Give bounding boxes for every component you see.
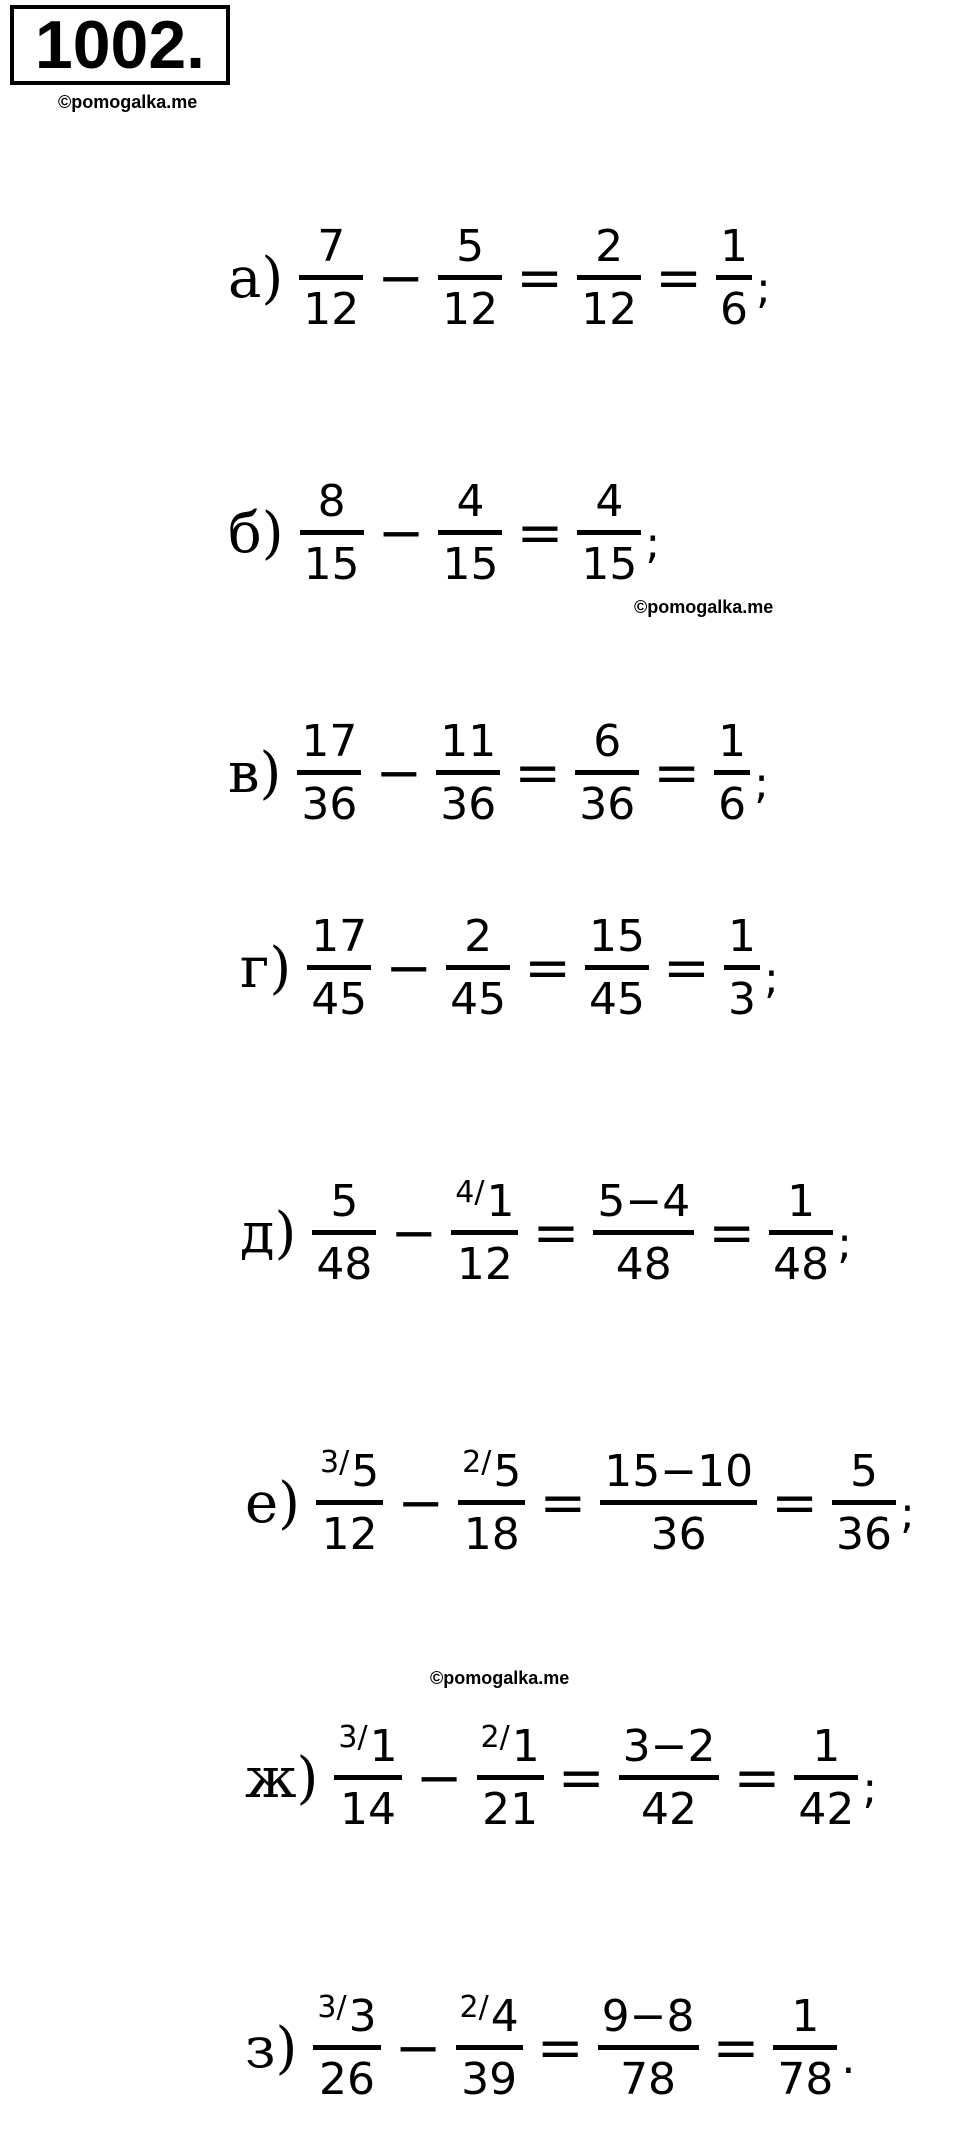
fraction [773,1991,837,2105]
fraction-numerator [619,1721,720,1775]
equation-label: е) [245,1470,300,1536]
numerator-value: 17 [301,716,358,767]
fraction [619,1721,720,1835]
fraction-numerator [451,1175,518,1230]
equals-sign: = [655,245,702,311]
fraction-denominator: 26 [318,2054,375,2105]
numerator-value: 1 [787,1176,816,1227]
numerator-value: 17 [311,911,368,962]
fraction-denominator: 21 [482,1784,539,1835]
fraction [477,1720,544,1835]
fraction [316,1445,383,1560]
fraction [598,1991,699,2105]
equation-row [245,1720,878,1835]
numerator-value: 8 [317,476,346,527]
fraction-denominator: 15 [581,539,638,590]
fraction [451,1175,518,1290]
numerator-value: 5 [493,1446,522,1497]
fraction [307,911,371,1025]
equation-row [240,1175,852,1290]
watermark: ©pomogalka.me [430,1668,570,1688]
fraction-numerator [598,1991,699,2045]
numerator-value: 5 [351,1446,380,1497]
fraction-numerator [314,476,350,530]
fraction [446,911,510,1025]
fraction [312,1176,376,1290]
equation-label: г) [240,935,292,1001]
fraction-numerator [783,1176,819,1230]
minus-sign: − [385,935,433,1001]
fraction-numerator [316,1445,383,1500]
numerator-value: 1 [369,1721,398,1772]
watermark: ©pomogalka.me [634,597,774,617]
fraction-numerator [716,221,752,275]
equation-label: з) [245,2015,298,2081]
fraction-denominator: 12 [442,284,499,335]
end-punctuation: ; [837,1218,852,1269]
fraction-denominator: 48 [316,1239,373,1290]
fraction-denominator: 36 [301,779,358,830]
fraction [769,1176,833,1290]
fraction-numerator [477,1720,544,1775]
numerator-value: 1 [486,1176,515,1227]
equation-label: ж) [245,1745,319,1811]
fraction-numerator [724,911,760,965]
fraction [334,1720,401,1835]
numerator-value: 2 [464,911,493,962]
fraction-numerator [591,476,627,530]
fraction-denominator: 36 [836,1509,893,1560]
fraction [832,1446,896,1560]
fraction [436,716,500,830]
extra-factor: 3/ [338,1720,368,1755]
extra-factor: 3/ [320,1445,350,1480]
fraction-denominator: 78 [620,2054,677,2105]
fraction-denominator: 45 [450,974,507,1025]
equals-sign: = [516,500,564,566]
fraction-denominator: 15 [303,539,360,590]
fraction-numerator [307,911,371,965]
equation-row [240,911,779,1025]
minus-sign: − [377,245,425,311]
fraction-denominator: 45 [311,974,368,1025]
fraction-numerator [452,221,488,275]
extra-factor: 3/ [317,1990,347,2025]
numerator-value: 9−8 [601,1991,695,2042]
fraction-numerator [714,716,750,770]
fraction-numerator [846,1446,882,1500]
fraction-numerator [591,221,627,275]
fraction-numerator [326,1176,362,1230]
fraction [577,221,641,335]
fraction-numerator [436,716,500,770]
fraction [724,911,760,1025]
fraction-numerator [313,1990,380,2045]
minus-sign: − [415,1745,463,1811]
equation-row [245,1445,915,1560]
numerator-value: 4 [490,1991,519,2042]
end-punctuation: ; [645,518,661,569]
fraction [438,476,502,590]
fraction-numerator [458,1445,525,1500]
fraction-numerator [808,1721,844,1775]
fraction [585,911,649,1025]
numerator-value: 1 [791,1991,820,2042]
minus-sign: − [377,500,425,566]
extra-factor: 2/ [459,1990,489,2025]
equation-label: а) [228,245,284,311]
equals-sign: = [733,1745,781,1811]
numerator-value: 6 [593,716,622,767]
fraction-denominator: 78 [777,2054,834,2105]
end-punctuation: ; [900,1488,915,1539]
numerator-value: 1 [727,911,756,962]
equation-label: в) [228,740,282,806]
extra-factor: 2/ [462,1445,492,1480]
fraction-numerator [585,911,649,965]
fraction-denominator: 14 [339,1784,396,1835]
end-punctuation: ; [756,263,771,314]
equation-label: б) [228,500,284,566]
fraction-numerator [787,1991,823,2045]
fraction [714,716,750,830]
end-punctuation: ; [862,1763,878,1814]
numerator-value: 1 [720,221,748,272]
equation-row [228,716,769,830]
fraction-numerator [593,1176,694,1230]
end-punctuation: ; [763,953,779,1004]
equals-sign: = [539,1470,587,1536]
numerator-value: 15−10 [604,1446,754,1497]
fraction [577,476,641,590]
numerator-value: 1 [812,1721,841,1772]
equation-row [228,476,661,590]
numerator-value: 5 [456,221,485,272]
fraction-denominator: 36 [579,779,636,830]
fraction [600,1446,757,1560]
fraction-denominator: 12 [303,284,360,335]
fraction [593,1176,694,1290]
equals-sign: = [663,935,710,1001]
fraction-denominator: 3 [727,974,756,1025]
problem-number [10,5,230,85]
fraction [456,1990,523,2105]
fraction-denominator: 18 [463,1509,520,1560]
equation-row [228,221,771,335]
fraction-denominator: 12 [321,1509,378,1560]
fraction-denominator: 39 [461,2054,518,2105]
minus-sign: − [394,2015,442,2081]
numerator-value: 11 [440,716,497,767]
problem-number-text: 1002. [34,7,206,83]
numerator-value: 4 [595,476,624,527]
end-punctuation: ; [754,758,769,809]
fraction-denominator: 15 [442,539,499,590]
fraction-numerator [452,476,488,530]
fraction-denominator: 6 [720,284,748,335]
watermark: ©pomogalka.me [58,92,198,112]
equation-label: д) [240,1200,297,1266]
fraction [438,221,502,335]
fraction [575,716,639,830]
equals-sign: = [712,2015,760,2081]
fraction-numerator [334,1720,401,1775]
numerator-value: 3−2 [622,1721,716,1772]
equals-sign: = [532,1200,580,1266]
fraction-denominator: 42 [641,1784,698,1835]
fraction [300,476,364,590]
equals-sign: = [524,935,572,1001]
fraction-denominator: 36 [440,779,497,830]
equals-sign: = [653,740,701,806]
extra-factor: 2/ [480,1720,510,1755]
numerator-value: 4 [456,476,485,527]
extra-factor: 4/ [455,1175,485,1210]
fraction-numerator [589,716,625,770]
fraction-denominator: 12 [456,1239,513,1290]
fraction-numerator [297,716,361,770]
end-punctuation: . [841,2033,856,2084]
equals-sign: = [536,2015,584,2081]
fraction [458,1445,525,1560]
numerator-value: 15 [589,911,646,962]
fraction-numerator [460,911,496,965]
fraction-denominator: 12 [581,284,638,335]
fraction-numerator [313,221,349,275]
fraction-denominator: 6 [718,779,747,830]
fraction-denominator: 48 [615,1239,672,1290]
minus-sign: − [390,1200,438,1266]
fraction [794,1721,858,1835]
fraction [716,221,752,335]
fraction [299,221,363,335]
equals-sign: = [771,1470,819,1536]
fraction [313,1990,380,2105]
numerator-value: 3 [348,1991,377,2042]
numerator-value: 2 [595,221,624,272]
numerator-value: 1 [511,1721,540,1772]
fraction-numerator [600,1446,757,1500]
equals-sign: = [708,1200,756,1266]
fraction-denominator: 45 [589,974,646,1025]
fraction-denominator: 48 [773,1239,830,1290]
equation-row [245,1990,856,2105]
minus-sign: − [397,1470,445,1536]
minus-sign: − [375,740,423,806]
numerator-value: 7 [317,221,346,272]
fraction [297,716,361,830]
equals-sign: = [516,245,564,311]
fraction-denominator: 42 [798,1784,855,1835]
numerator-value: 5 [850,1446,879,1497]
fraction-denominator: 36 [650,1509,707,1560]
numerator-value: 5 [330,1176,359,1227]
equals-sign: = [557,1745,605,1811]
fraction-numerator [456,1990,523,2045]
equals-sign: = [514,740,562,806]
numerator-value: 5−4 [597,1176,691,1227]
numerator-value: 1 [718,716,747,767]
